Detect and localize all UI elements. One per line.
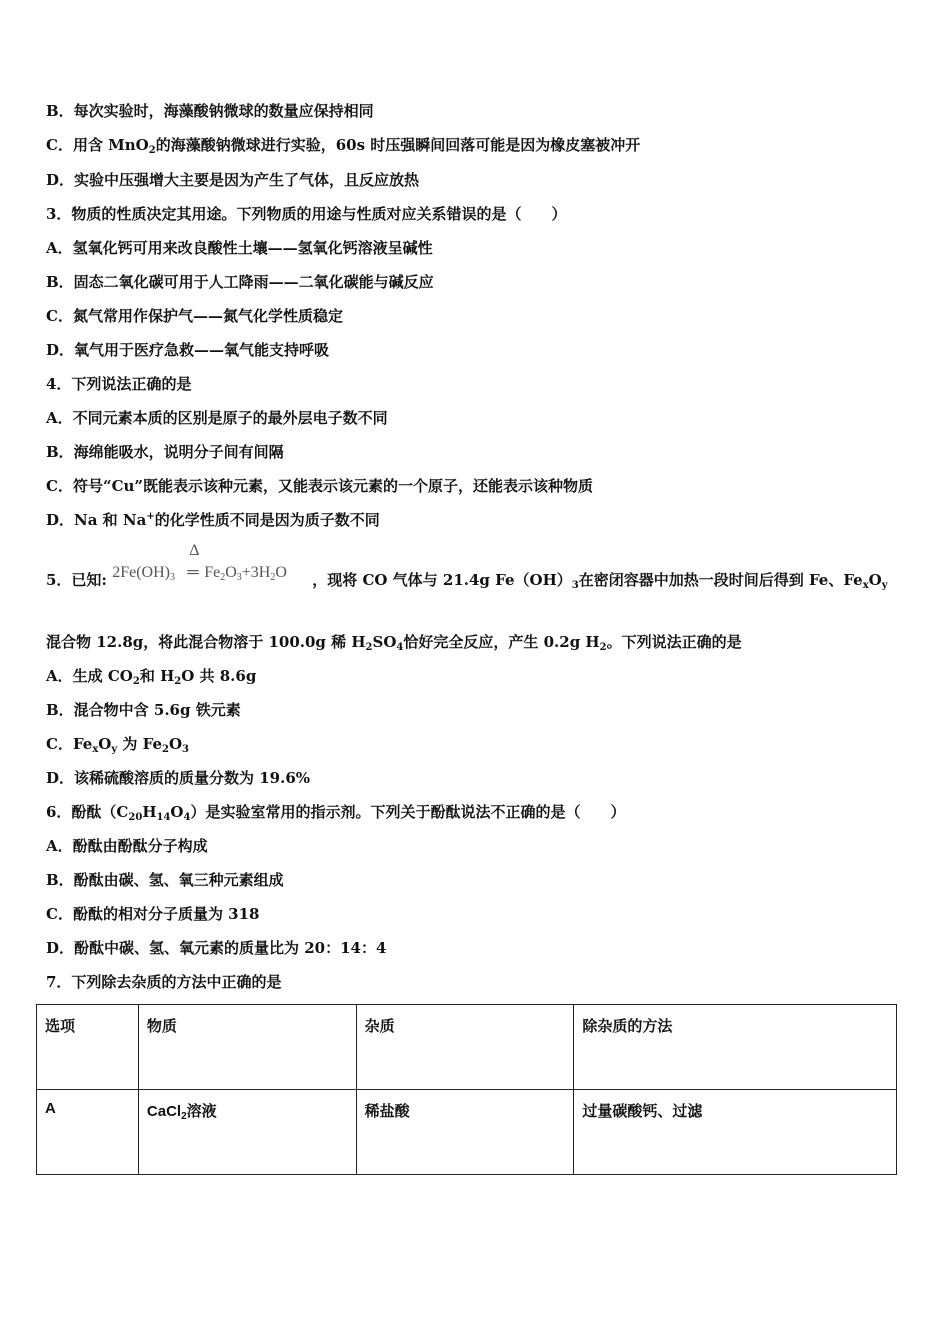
q7-stem: 7．下列除去杂质的方法中正确的是: [46, 973, 282, 991]
q2-option-d: D．实验中压强增大主要是因为产生了气体，且反应放热: [46, 171, 420, 189]
q2-option-b: B．每次实验时，海藻酸钠微球的数量应保持相同: [46, 102, 374, 120]
reaction-equation: $2Fe(OH)_3$ Δ ═ $Fe_2O_3+3H_2O$: [112, 542, 287, 583]
q4-option-a: A．不同元素本质的区别是原子的最外层电子数不同: [46, 409, 388, 427]
q6-option-d: D．酚酞中碳、氢、氧元素的质量比为 20：14：4: [46, 939, 387, 957]
q5-option-d: D．该稀硫酸溶质的质量分数为 19.6%: [46, 769, 311, 787]
q4-option-d: D．Na 和 Na+的化学性质不同是因为质子数不同: [46, 511, 380, 529]
table-header-row: [37, 1005, 897, 1090]
q5-stem: 5．已知: $2Fe(OH)_3$ Δ ═ $Fe_2O_3+3H_2O$ ，现将 CO 气体与 21.4g $Fe(OH)_3$在密闭容器中加热一段时间后得到 Fe、$Fe_xO_y$: [46, 542, 888, 591]
cell-method: 过量碳酸钙、过滤: [574, 1090, 897, 1175]
q3-option-a: A．氢氧化钙可用来改良酸性土壤——氢氧化钙溶液呈碱性: [46, 239, 433, 257]
q5-stem-line2: 混合物 12.8g，将此混合物溶于 100.0g 稀 $H_2SO_4$恰好完全反应，产生 0.2g $H_2$。下列说法正确的是: [46, 633, 742, 653]
q3-option-b: B．固态二氧化碳可用于人工降雨——二氧化碳能与碱反应: [46, 273, 434, 291]
q4-stem: 4．下列说法正确的是: [46, 375, 192, 393]
q4-option-b: B．海绵能吸水，说明分子间有间隔: [46, 443, 284, 461]
q6-option-c: C．酚酞的相对分子质量为 318: [46, 905, 260, 923]
q3-stem: 3．物质的性质决定其用途。下列物质的用途与性质对应关系错误的是（ ）: [46, 205, 567, 223]
header-impurity: 杂质: [356, 1005, 574, 1090]
impurity-removal-table: [36, 1004, 897, 1175]
cell-impurity: 稀盐酸: [356, 1090, 574, 1175]
reaction-arrow: ═: [187, 564, 199, 581]
q5-option-a: A．生成 $CO_2$和 $H_2O$ 共 8.6g: [46, 667, 257, 687]
header-method: 除杂质的方法: [574, 1005, 897, 1090]
cell-substance: CaCl$_2$溶液: [138, 1090, 356, 1175]
q6-option-b: B．酚酞由碳、氢、氧三种元素组成: [46, 871, 284, 889]
q3-option-d: D．氧气用于医疗急救——氧气能支持呼吸: [46, 341, 330, 359]
q2-option-c: C．用含 MnO$_2$的海藻酸钠微球进行实验，60s 时压强瞬间回落可能是因为橡皮塞被冲开: [46, 136, 641, 156]
heat-condition: Δ: [189, 542, 200, 559]
header-option: 选项: [37, 1005, 139, 1090]
table-row: [37, 1090, 897, 1175]
header-substance: 物质: [138, 1005, 356, 1090]
q5-option-b: B．混合物中含 5.6g 铁元素: [46, 701, 241, 719]
q6-option-a: A．酚酞由酚酞分子构成: [46, 837, 208, 855]
q3-option-c: C．氮气常用作保护气——氮气化学性质稳定: [46, 307, 343, 325]
cell-option: A: [37, 1090, 139, 1175]
q6-stem: 6．酚酞$(C_{20}H_{14}O_4)$是实验室常用的指示剂。下列关于酚酞说法不正确的是（ ）: [46, 803, 626, 823]
q5-option-c: C．$Fe_xO_y$ 为 $Fe_2O_3$: [46, 735, 190, 755]
q4-option-c: C．符号“Cu”既能表示该种元素，又能表示该元素的一个原子，还能表示该种物质: [46, 477, 594, 495]
